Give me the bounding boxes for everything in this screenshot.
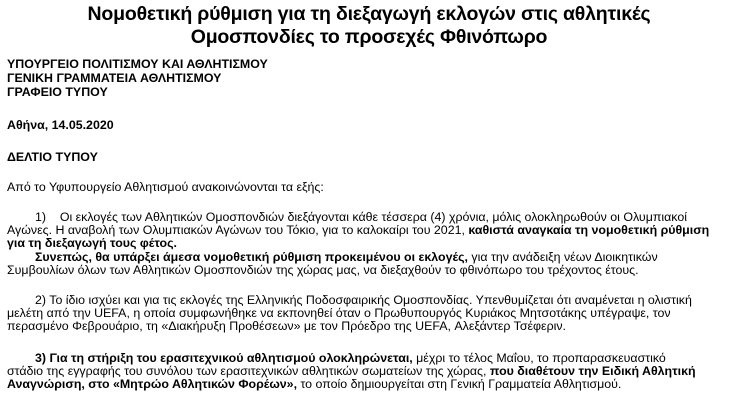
item-1-number: 1) — [35, 210, 47, 224]
item-1-line-5: Συμβουλίων όλων των Αθλητικών Ομοσπονδιών της χώρας μας, να διεξαχθούν το φθινόπωρο του τρέχοντος έτους. — [7, 263, 639, 277]
item-1-line-4 — [35, 250, 658, 264]
item-1-text-4: για την ανάδειξη νέων Διοικητικών — [467, 250, 658, 264]
intro-text: Από το Υφυπουργείο Αθλητισμού ανακοινώνονται τα εξής: — [7, 180, 324, 194]
item-1-line-2 — [7, 223, 709, 237]
document-type: ΔΕΛΤΙΟ ΤΥΠΟΥ — [7, 150, 98, 164]
item-1-line-3: για τη διεξαγωγή τους φέτος. — [7, 236, 177, 250]
document-title-line-1: Νομοθετική ρύθμιση για τη διεξαγωγή εκλογών στις αθλητικές — [87, 3, 651, 25]
document-title-line-2: Ομοσπονδίες το προσεχές Φθινόπωρο — [190, 26, 548, 48]
item-3-emphasis-2: που διαθέτουν την Ειδική Αθλητική — [489, 364, 696, 378]
item-1-text-2: Αγώνες. Η αναβολή των Ολυμπιακών Αγώνων του Τόκιο, για το καλοκαίρι του 2021, — [7, 223, 469, 237]
item-3-line-1 — [35, 351, 666, 365]
item-3-text-3: το οποίο δημιουργείται στη Γενική Γραμματεία Αθλητισμού. — [297, 377, 622, 391]
secretariat-name: ΓΕΝΙΚΗ ΓΡΑΜΜΑΤΕΙΑ ΑΘΛΗΤΙΣΜΟΥ — [7, 71, 222, 85]
item-3-emphasis-3: Αναγνώριση, στο «Μητρώο Αθλητικών Φορέων», — [7, 377, 298, 391]
press-date: Αθήνα, 14.05.2020 — [7, 118, 114, 132]
item-1-emphasis-2: Συνεπώς, θα υπάρξει άμεσα νομοθετική ρύθμιση προκειμένου οι εκλογές, — [35, 250, 468, 264]
item-2-line-2: μελέτη από την UEFA, η οποία συμφωνήθηκε να εκπονηθεί όταν ο Πρωθυπουργός Κυριάκος Μητσοτάκης υπέγραψε, τον — [7, 306, 671, 320]
item-3-text-2: στάδιο της εγγραφής του συνόλου των ερασιτεχνικών αθλητικών σωματείων της χώρας, — [7, 364, 490, 378]
office-name: ΓΡΑΦΕΙΟ ΤΥΠΟΥ — [7, 85, 108, 99]
item-1-emphasis-1: καθιστά αναγκαία τη νομοθετική ρύθμιση — [468, 223, 710, 237]
item-2-line-3: περασμένο Φεβρουάριο, τη «Διακήρυξη Προθέσεων» με τον Πρόεδρο της UEFA, Αλεξάντερ Τσέφεριν. — [7, 319, 567, 333]
item-3-line-3 — [7, 377, 621, 391]
item-1-line-1 — [35, 210, 687, 224]
item-3-line-2 — [7, 364, 696, 378]
item-2-line-1: 2) Το ίδιο ισχύει και για τις εκλογές της Ελληνικής Ποδοσφαιρικής Ομοσπονδίας. Υπενθυμίζεται ότι αναμένεται η ολιστική — [35, 293, 692, 307]
item-3-text-1: μέχρι το τέλος Μαΐου, το προπαρασκευαστικό — [412, 351, 666, 365]
item-3-emphasis-1: 3) Για τη στήριξη του ερασιτεχνικού αθλητισμού ολοκληρώνεται, — [35, 351, 413, 365]
ministry-name: ΥΠΟΥΡΓΕΙΟ ΠΟΛΙΤΙΣΜΟΥ ΚΑΙ ΑΘΛΗΤΙΣΜΟΥ — [7, 57, 268, 71]
item-1-text-1: Οι εκλογές των Αθλητικών Ομοσπονδιών διεξάγονται κάθε τέσσερα (4) χρόνια, μόλις ολοκληρωθούν οι Ολυμπιακοί — [59, 210, 687, 224]
